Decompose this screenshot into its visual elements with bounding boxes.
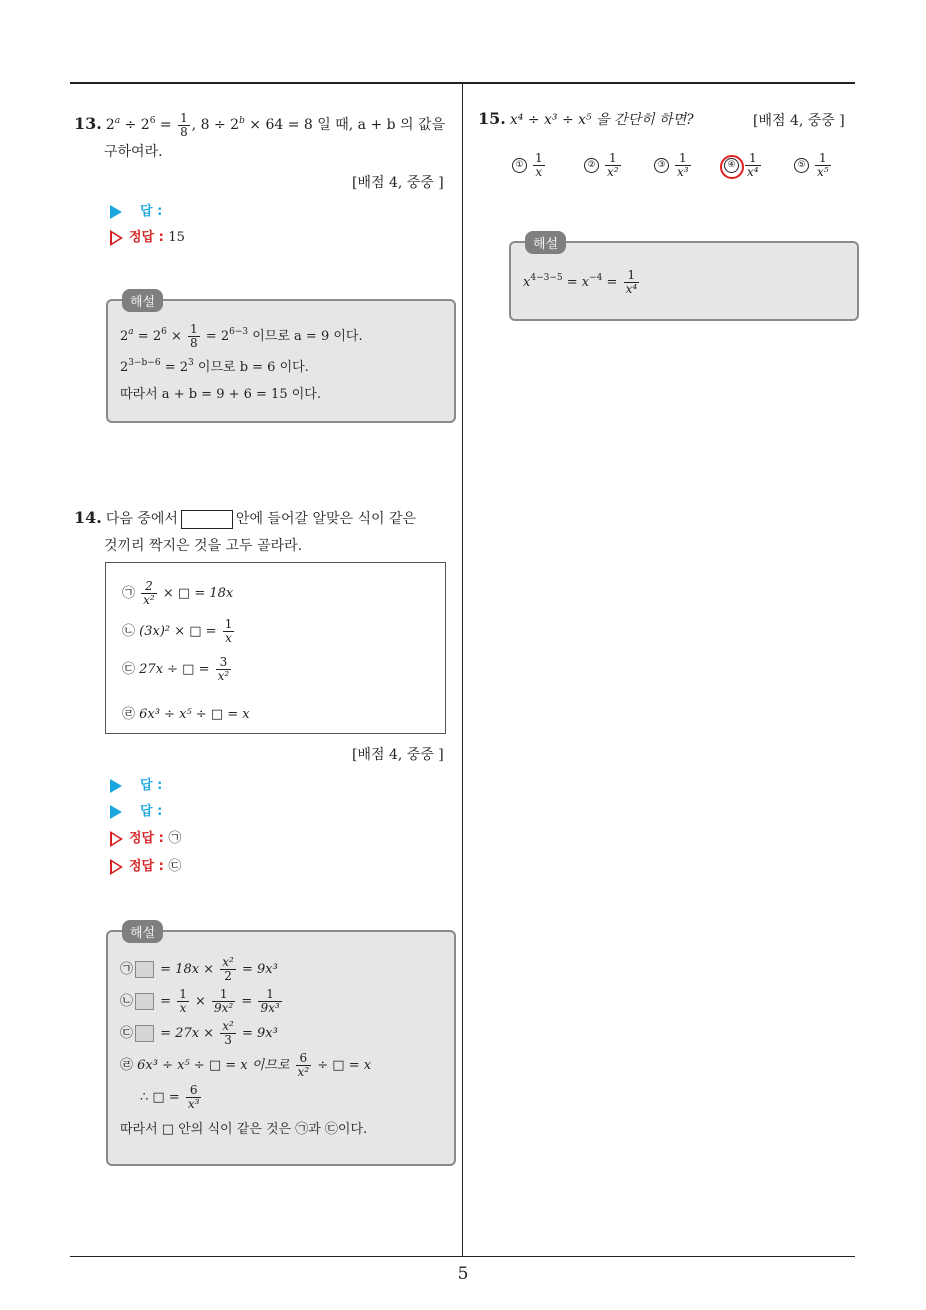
q14-meta: [배점 4, 중중 ] <box>352 747 444 763</box>
q13-solution-box <box>106 295 456 423</box>
q14-number: 14. <box>74 508 102 527</box>
q14-choice-4: ㉣ 6x³ ÷ x⁵ ÷ □ = x <box>122 707 250 722</box>
q13-stem: 13. $2^a \div 2^6$ = $\frac{1}{8}$ , $8 \div 2^b \times 64 = 8$ 일 때, a + b 의 값을 구하여라. <box>74 110 446 160</box>
play-arrow-icon <box>110 779 122 793</box>
option-number-icon: ① <box>512 158 527 173</box>
q15-option-3[interactable]: ③ $\frac{1}{\text{x³}}$ <box>654 152 693 179</box>
option-number-icon: ④ <box>724 158 739 173</box>
q14-choice-1: ㉠ $\frac{2}{\text{x²}}$ × □ = 18x <box>122 579 234 607</box>
q15-solution-body: $x^{4-3-5} = x^{-4}$ = $\frac{1}{\text{x⁴}}$ <box>523 268 638 296</box>
q14-choice-2: ㉡ (3x)² × □ = $\frac{1}{x}$ <box>122 617 233 645</box>
q15-option-2[interactable]: ② $\frac{1}{\text{x²}}$ <box>584 152 623 179</box>
blank-box <box>181 510 233 529</box>
option-number-icon: ② <box>584 158 599 173</box>
q15-stem: 15. x⁴ ÷ x³ ÷ x⁵ 을 간단히 하면? <box>478 109 694 128</box>
q13-answer-input[interactable]: 답 : <box>110 200 162 219</box>
column-divider <box>462 84 463 1256</box>
q13-correct-answer: 정답 : 15 <box>110 226 185 246</box>
selected-circle-icon <box>720 155 744 179</box>
bottom-rule <box>70 1256 855 1257</box>
q14-answer-input-1[interactable]: 답 : <box>110 774 162 793</box>
play-arrow-icon <box>110 205 122 219</box>
q13-solution-body: $2^a = 2^6$ × $\frac{1}{8}$ = $2^{6-3}$ 이므로 a = 9 이다. $2^{3-b-6} = 2^3$ 이므로 b = 6 이다. 따라서 a + b = 9 + 6 = 15 이다. <box>120 322 363 402</box>
q15-option-1[interactable]: ① $\frac{1}{x}$ <box>512 152 547 179</box>
q14-solution-box <box>106 926 456 1166</box>
q13-number: 13. <box>74 114 102 133</box>
q13-fraction: $\frac{1}{8}$ <box>180 110 188 139</box>
q14-correct-answer-1: 정답 : ㉠ <box>110 827 181 847</box>
play-arrow-icon <box>110 805 122 819</box>
q15-option-4[interactable]: ④ $\frac{1}{\text{x⁴}}$ <box>724 152 763 179</box>
solution-tag: 해설 <box>122 920 163 943</box>
q13-meta: [배점 4, 중중 ] <box>352 175 444 191</box>
outline-arrow-icon <box>110 230 123 246</box>
q15-meta: [배점 4, 중중 ] <box>753 113 845 129</box>
page-number: 5 <box>457 1264 469 1284</box>
outline-arrow-icon <box>110 831 123 847</box>
solution-tag: 해설 <box>122 289 163 312</box>
q14-correct-answer-2: 정답 : ㉢ <box>110 855 181 875</box>
option-number-icon: ⑤ <box>794 158 809 173</box>
solution-tag: 해설 <box>525 231 566 254</box>
option-number-icon: ③ <box>654 158 669 173</box>
q15-number: 15. <box>478 109 506 128</box>
q14-stem: 14. 다음 중에서 안에 들어갈 알맞은 식이 같은 것끼리 짝지은 것을 고두 골라라. <box>74 508 417 554</box>
q14-answer-input-2[interactable]: 답 : <box>110 800 162 819</box>
q15-option-5[interactable]: ⑤ $\frac{1}{\text{x⁵}}$ <box>794 152 833 179</box>
q14-solution-body: ㉠ = 18x × $\frac{\text{x²}}{2}$ = 9x³ ㉡ = $\frac{1}{x}$ × $\frac{1}{\text{9x²}}$ = $\frac{1}{\text{9x³}}$ ㉢ = 27x × $\frac{\text{x²}}{3}$ = 9x³ ㉣ 6x³ ÷ x⁵ ÷ □ = x 이므로 $\frac{6}{\text{x²}}$ ÷ □ = x ∴ □ = $\frac{6}{\text{x³}}$ 따라서 □ 안의 식이 같은 것은 ㉠과 ㉢이다. <box>120 955 372 1137</box>
q14-choice-3: ㉢ 27x ÷ □ = $\frac{3}{\text{x²}}$ <box>122 655 230 683</box>
outline-arrow-icon <box>110 859 123 875</box>
q15-solution-box <box>509 237 859 321</box>
